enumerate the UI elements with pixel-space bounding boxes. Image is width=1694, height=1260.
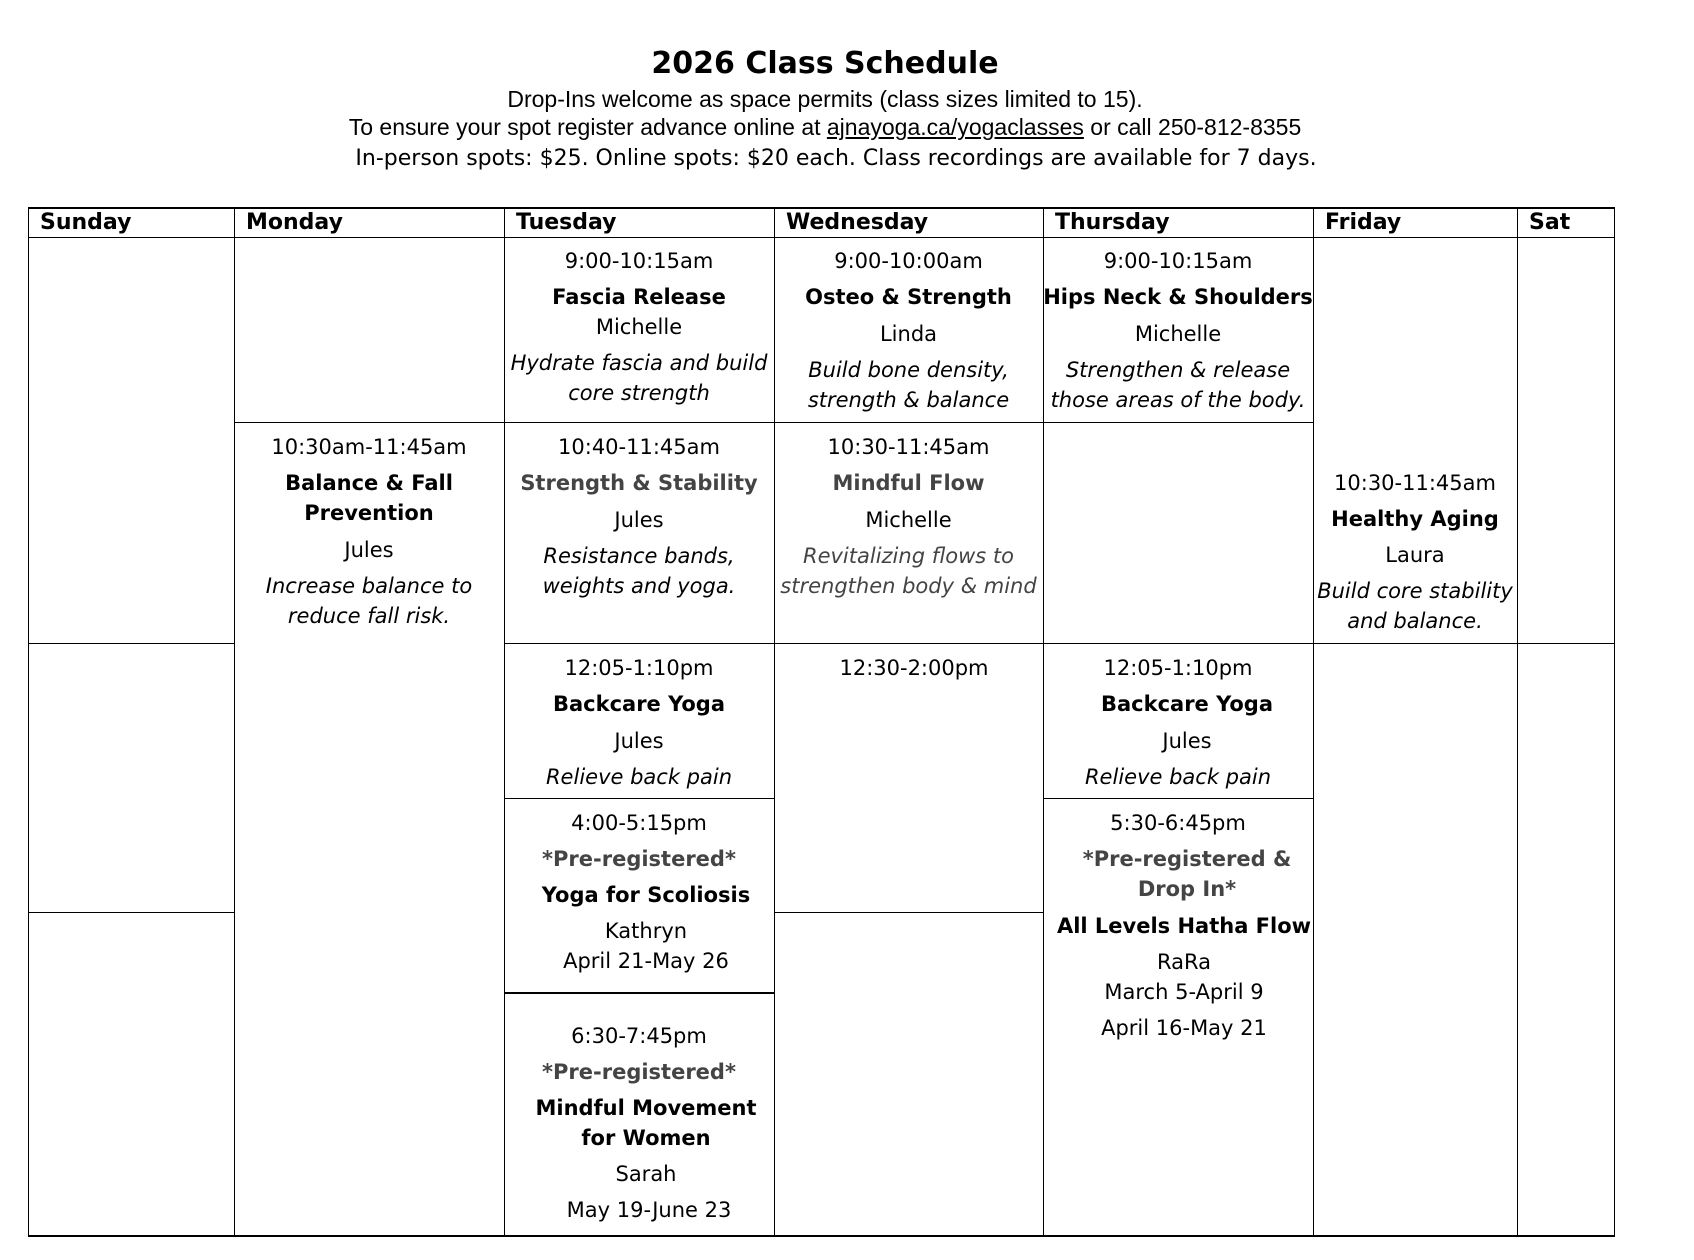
class-description: and balance. [1347,609,1483,633]
row-line-tue-1pm [504,798,774,799]
class-cell-thu-hatha [1043,808,1313,1043]
register-note-suffix: or call 250-812-8355 [1083,114,1302,140]
row-line-morning [234,422,1314,423]
class-time: 12:05-1:10pm [1103,656,1253,680]
class-time: 10:40-11:45am [558,435,720,459]
class-instructor: Linda [879,322,938,346]
class-name: Yoga for Scoliosis [541,883,751,907]
class-instructor: Jules [614,508,664,532]
class-description: Increase balance to [265,574,473,598]
class-time: 12:05-1:10pm [564,656,714,680]
class-cell-tue-women [504,1021,774,1225]
class-registration: *Pre-registered* [542,1060,736,1084]
class-instructor: Michelle [865,508,952,532]
table-bottom-border [28,1235,1615,1237]
class-dates: April 21-May 26 [563,949,729,973]
class-registration: Drop In* [1137,877,1237,901]
class-registration: *Pre-registered* [542,847,736,871]
day-header-sat: Sat [1529,210,1571,235]
class-time: 10:30-11:45am [827,435,990,459]
class-instructor: Sarah [615,1162,677,1186]
class-cell-tue-fascia [504,246,774,408]
class-name: Backcare Yoga [552,692,726,716]
class-description: reduce fall risk. [287,604,451,628]
class-description: Resistance bands, [543,544,735,568]
class-description: strength & balance [807,388,1010,412]
class-description: those areas of the body. [1050,388,1306,412]
class-description: Strengthen & release [1065,358,1291,382]
class-description: Hydrate fascia and build [510,351,768,375]
register-link[interactable]: ajnayoga.ca/yogaclasses [826,114,1084,140]
col-line-5 [1313,207,1314,1237]
class-dates: April 16-May 21 [1101,1016,1267,1040]
class-instructor: Jules [1162,729,1212,753]
class-instructor: Michelle [595,315,683,339]
register-note-prefix: To ensure your spot register advance online at [348,114,827,140]
class-cell-thu-backcare [1043,653,1313,792]
class-name: Mindful Flow [832,471,985,495]
class-name: All Levels Hatha Flow [1056,914,1312,938]
class-instructor: Michelle [1134,322,1222,346]
page-title: 2026 Class Schedule [651,46,999,81]
class-cell-tue-backcare [504,653,774,792]
class-description: core strength [568,381,710,405]
col-line-7 [1614,207,1615,1237]
class-cell-wed-mindful [774,432,1043,601]
class-cell-wed-afternoon [774,653,1054,683]
class-registration: *Pre-registered & [1082,847,1292,871]
day-header-thursday: Thursday [1055,210,1170,235]
col-line-0 [28,207,29,1237]
header-bottom-border [28,237,1615,238]
class-dates: March 5-April 9 [1104,980,1264,1004]
class-time: 9:00-10:15am [564,249,714,273]
class-instructor: Laura [1385,543,1445,567]
class-description: Revitalizing flows to [802,544,1014,568]
class-name: Healthy Aging [1331,507,1499,531]
drop-in-note: Drop-Ins welcome as space permits (class sizes limited to 15). [507,86,1143,112]
class-name: Hips Neck & Shoulders [1043,285,1313,309]
col-line-6 [1517,207,1518,1237]
class-name: for Women [581,1126,711,1150]
class-cell-thu-hips [1043,246,1313,415]
class-name: Osteo & Strength [805,285,1012,309]
row-line-tue-evening [504,992,774,994]
row-line-noon-sun [28,643,235,644]
class-description: Build core stability [1317,579,1513,603]
row-line-noon-mid [504,643,1615,644]
class-instructor: Kathryn [604,919,688,943]
pricing-note: In-person spots: $25. Online spots: $20 each. Class recordings are available for 7 days. [355,146,1317,171]
class-name: Backcare Yoga [1100,692,1274,716]
class-description: Relieve back pain [1084,765,1272,789]
class-time: 9:00-10:15am [1103,249,1253,273]
day-header-wednesday: Wednesday [786,210,929,235]
class-description: strengthen body & mind [780,574,1037,598]
class-instructor: Jules [614,729,664,753]
row-line-thu-1pm [1043,798,1313,799]
day-header-sunday: Sunday [40,210,132,235]
class-description: Build bone density, [808,358,1009,382]
col-line-1 [234,207,235,1237]
row-line-sun-afternoon [28,912,235,913]
class-name: Prevention [304,501,434,525]
class-description: Relieve back pain [545,765,733,789]
class-cell-tue-scoliosis [504,808,774,976]
class-time: 5:30-6:45pm [1110,811,1246,835]
class-cell-fri-aging [1313,468,1517,636]
row-line-wed-afternoon [774,912,1044,913]
class-instructor: RaRa [1157,950,1211,974]
class-name: Balance & Fall [285,471,453,495]
class-time: 6:30-7:45pm [571,1024,707,1048]
class-cell-wed-osteo [774,246,1043,415]
class-time: 10:30-11:45am [1334,471,1496,495]
day-header-friday: Friday [1325,210,1402,235]
class-time: 9:00-10:00am [834,249,983,273]
class-cell-tue-strength [504,432,774,601]
class-dates: May 19-June 23 [566,1198,732,1222]
class-description: weights and yoga. [542,574,736,598]
class-time: 10:30am-11:45am [271,435,467,459]
class-instructor: Jules [344,538,394,562]
class-name: Fascia Release [552,285,726,309]
class-name: Strength & Stability [520,471,758,495]
day-header-tuesday: Tuesday [516,210,617,235]
class-cell-mon-balance [234,432,504,631]
register-note [0,114,1650,141]
class-time: 4:00-5:15pm [571,811,707,835]
class-time: 12:30-2:00pm [839,656,989,680]
schedule-table [28,207,1618,1237]
day-header-monday: Monday [246,210,343,235]
class-name: Mindful Movement [535,1096,757,1120]
